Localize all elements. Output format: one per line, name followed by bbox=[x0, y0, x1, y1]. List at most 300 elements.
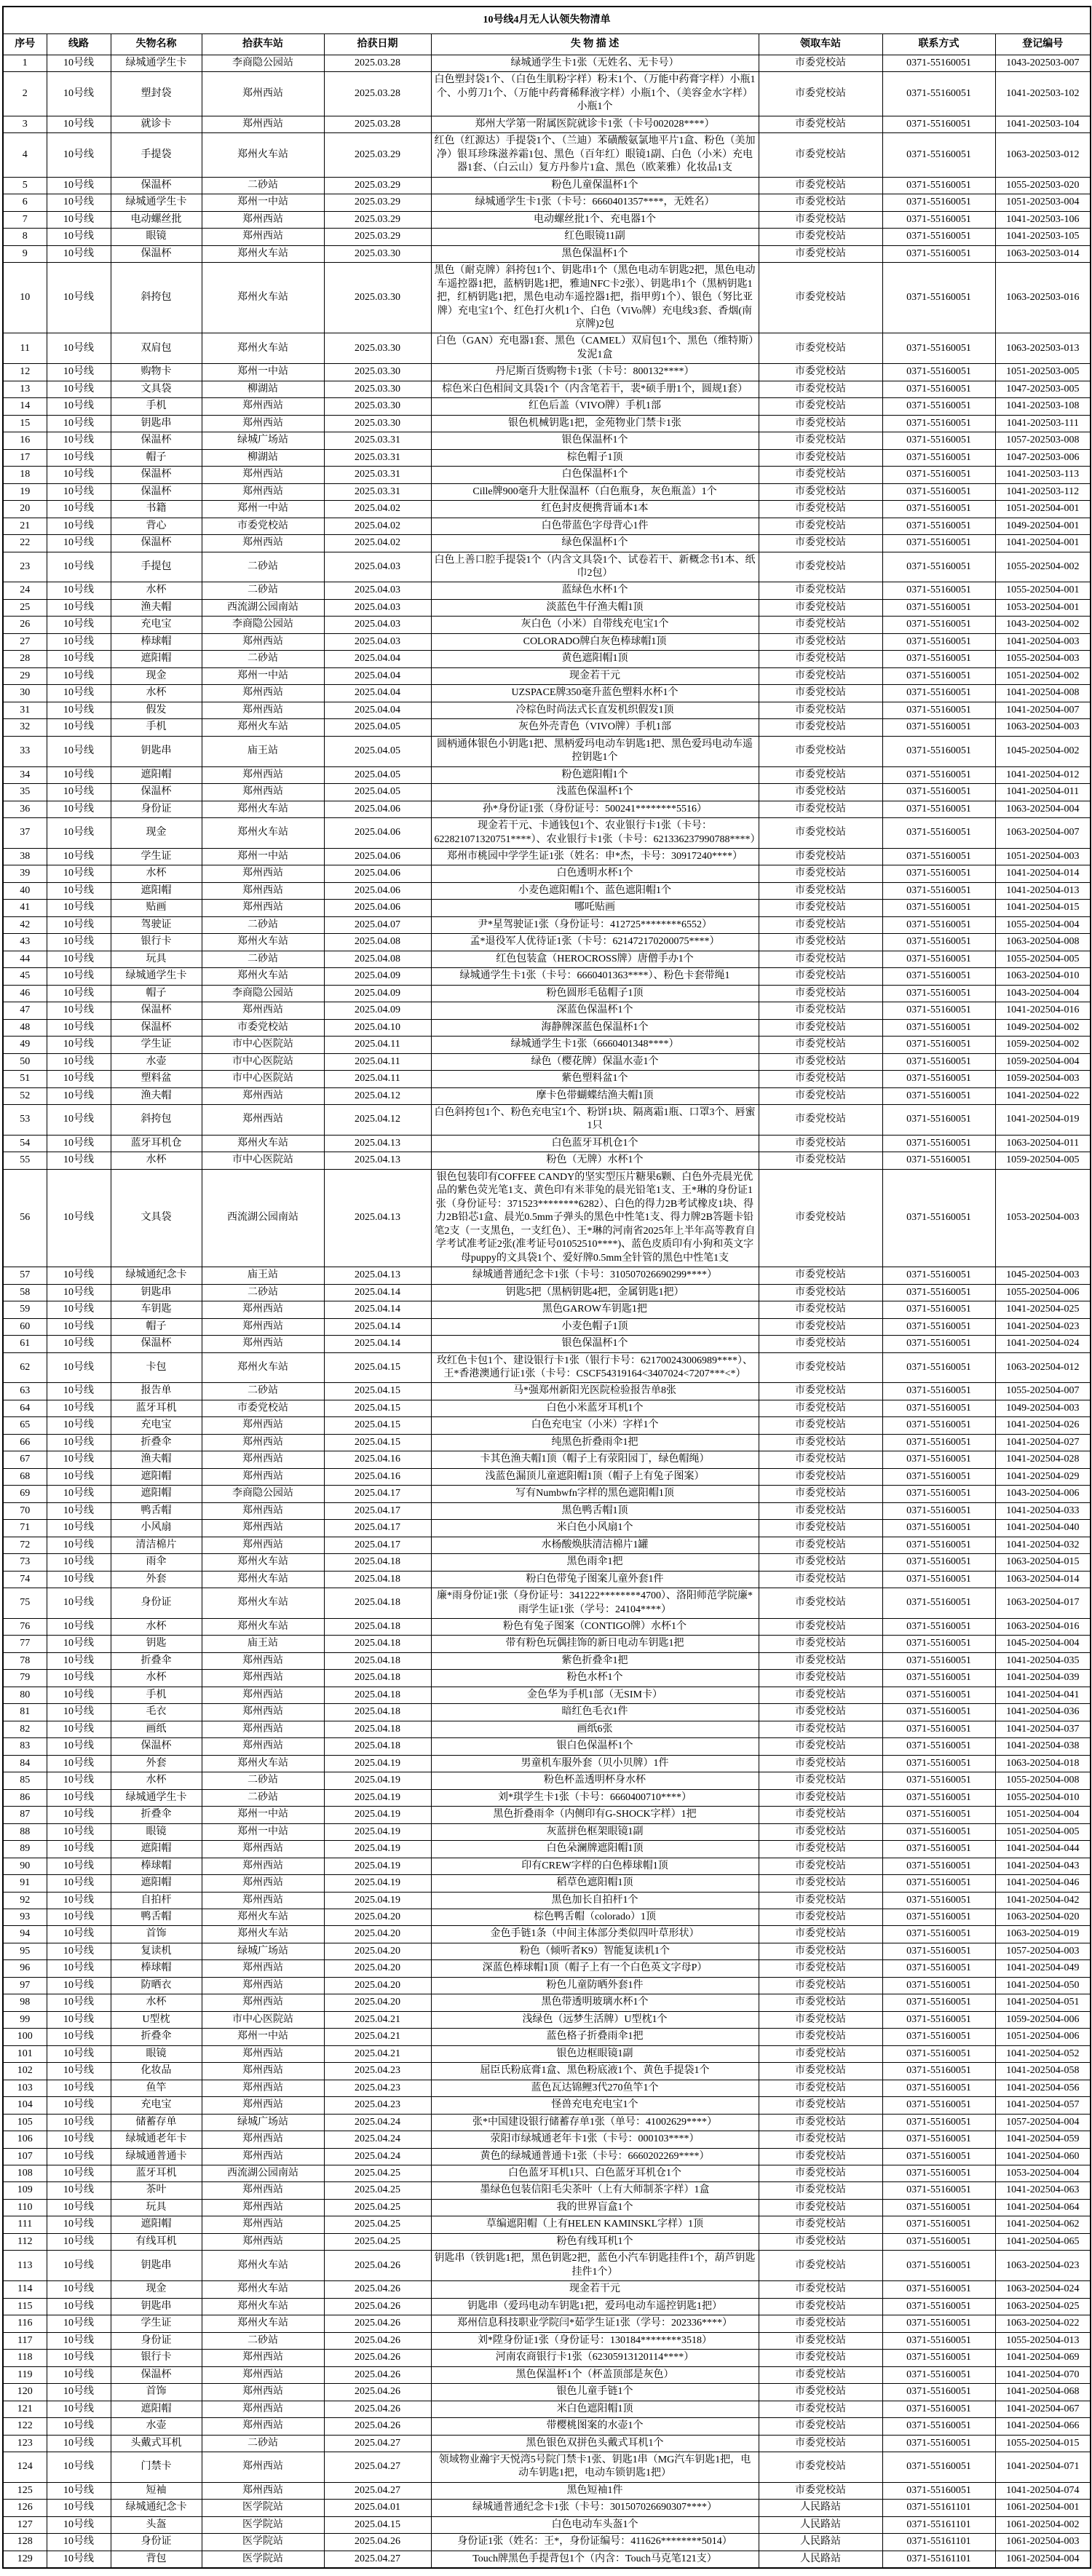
table-row bbox=[3, 2298, 1091, 2315]
description-cell: 荥阳市绿城通老年卡1张（卡号：000103****） bbox=[431, 2131, 759, 2148]
registration-number-cell: 1049-202504-002 bbox=[995, 1019, 1091, 1036]
found-date-cell: 2025.04.04 bbox=[324, 651, 431, 667]
serial-cell: 15 bbox=[3, 415, 47, 432]
table-row bbox=[3, 1652, 1091, 1669]
registration-number-cell: 1041-202503-102 bbox=[995, 72, 1091, 116]
found-date-cell: 2025.04.15 bbox=[324, 1383, 431, 1400]
registration-number-cell: 1053-202504-001 bbox=[995, 599, 1091, 616]
line-cell: 10号线 bbox=[47, 535, 111, 552]
table-row bbox=[3, 432, 1091, 449]
pickup-station-cell: 市委党校站 bbox=[759, 1554, 882, 1571]
description-cell: 粉色杯盖透明杯身水杯 bbox=[431, 1772, 759, 1789]
lost-items-table-body bbox=[3, 55, 1091, 2569]
pickup-station-cell: 市委党校站 bbox=[759, 1434, 882, 1451]
serial-cell: 118 bbox=[3, 2350, 47, 2366]
found-date-cell: 2025.04.19 bbox=[324, 1807, 431, 1823]
found-date-cell: 2025.04.11 bbox=[324, 1053, 431, 1070]
serial-cell: 90 bbox=[3, 1858, 47, 1874]
serial-cell: 31 bbox=[3, 702, 47, 718]
item-name-cell: 身份证 bbox=[111, 801, 202, 817]
description-cell: 棕色帽子1顶 bbox=[431, 449, 759, 466]
contact-cell: 0371-55160051 bbox=[882, 2366, 995, 2383]
serial-cell: 86 bbox=[3, 1789, 47, 1806]
contact-cell: 0371-55160051 bbox=[882, 1019, 995, 1036]
registration-number-cell: 1041-202504-042 bbox=[995, 1892, 1091, 1909]
contact-cell: 0371-55160051 bbox=[882, 685, 995, 702]
serial-cell: 62 bbox=[3, 1352, 47, 1383]
found-station-cell: 郑州西站 bbox=[202, 211, 324, 228]
found-date-cell: 2025.03.30 bbox=[324, 415, 431, 432]
pickup-station-cell: 市委党校站 bbox=[759, 1537, 882, 1553]
table-row bbox=[3, 1823, 1091, 1840]
pickup-station-cell: 市委党校站 bbox=[759, 1926, 882, 1943]
table-row bbox=[3, 2366, 1091, 2383]
serial-cell: 104 bbox=[3, 2097, 47, 2114]
contact-cell: 0371-55160051 bbox=[882, 818, 995, 849]
found-station-cell: 郑州西站 bbox=[202, 1002, 324, 1019]
item-name-cell: 水杯 bbox=[111, 865, 202, 882]
pickup-station-cell: 市委党校站 bbox=[759, 985, 882, 1002]
found-date-cell: 2025.04.26 bbox=[324, 2315, 431, 2332]
pickup-station-cell: 市委党校站 bbox=[759, 2029, 882, 2045]
item-name-cell: 棒球帽 bbox=[111, 1858, 202, 1874]
line-cell: 10号线 bbox=[47, 1434, 111, 1451]
contact-cell: 0371-55160051 bbox=[882, 1571, 995, 1588]
contact-cell: 0371-55160051 bbox=[882, 1960, 995, 1977]
table-row bbox=[3, 518, 1091, 534]
table-row bbox=[3, 2063, 1091, 2080]
found-station-cell: 郑州西站 bbox=[202, 415, 324, 432]
contact-cell: 0371-55160051 bbox=[882, 1554, 995, 1571]
contact-cell: 0371-55160051 bbox=[882, 1284, 995, 1301]
found-station-cell: 郑州火车站 bbox=[202, 2315, 324, 2332]
registration-number-cell: 1041-202504-037 bbox=[995, 1721, 1091, 1737]
serial-cell: 102 bbox=[3, 2063, 47, 2080]
registration-number-cell: 1041-202504-036 bbox=[995, 1704, 1091, 1721]
registration-number-cell: 1041-202504-064 bbox=[995, 2199, 1091, 2216]
found-station-cell: 郑州西站 bbox=[202, 2350, 324, 2366]
registration-number-cell: 1041-202504-065 bbox=[995, 2233, 1091, 2250]
registration-number-cell: 1055-202503-020 bbox=[995, 177, 1091, 194]
registration-number-cell: 1041-202504-071 bbox=[995, 2452, 1091, 2482]
found-date-cell: 2025.04.06 bbox=[324, 882, 431, 899]
registration-number-cell: 1063-202504-020 bbox=[995, 1909, 1091, 1925]
serial-cell: 108 bbox=[3, 2165, 47, 2182]
pickup-station-cell: 市委党校站 bbox=[759, 1486, 882, 1502]
item-name-cell: 鸭舌帽 bbox=[111, 1909, 202, 1925]
found-date-cell: 2025.03.31 bbox=[324, 432, 431, 449]
found-station-cell: 郑州西站 bbox=[202, 1892, 324, 1909]
registration-number-cell: 1063-202504-015 bbox=[995, 1554, 1091, 1571]
item-name-cell: 首饰 bbox=[111, 2384, 202, 2401]
pickup-station-cell: 市委党校站 bbox=[759, 2251, 882, 2281]
found-station-cell: 郑州火车站 bbox=[202, 2298, 324, 2315]
serial-cell: 75 bbox=[3, 1588, 47, 1619]
found-station-cell: 郑州西站 bbox=[202, 1670, 324, 1687]
pickup-station-cell: 市委党校站 bbox=[759, 1875, 882, 1892]
line-cell: 10号线 bbox=[47, 651, 111, 667]
item-name-cell: 水壶 bbox=[111, 2418, 202, 2435]
pickup-station-cell: 市委党校站 bbox=[759, 535, 882, 552]
serial-cell: 110 bbox=[3, 2199, 47, 2216]
found-date-cell: 2025.04.23 bbox=[324, 2097, 431, 2114]
registration-number-cell: 1041-202504-059 bbox=[995, 2131, 1091, 2148]
item-name-cell: 背包 bbox=[111, 2551, 202, 2568]
found-station-cell: 郑州西站 bbox=[202, 2045, 324, 2062]
found-station-cell: 郑州西站 bbox=[202, 2131, 324, 2148]
line-cell: 10号线 bbox=[47, 518, 111, 534]
line-cell: 10号线 bbox=[47, 1417, 111, 1434]
description-cell: 带樱桃图案的水壶1个 bbox=[431, 2418, 759, 2435]
description-cell: 粉色遮阳帽1个 bbox=[431, 766, 759, 783]
pickup-station-cell: 市委党校站 bbox=[759, 1417, 882, 1434]
registration-number-cell: 1041-202504-063 bbox=[995, 2182, 1091, 2199]
serial-cell: 22 bbox=[3, 535, 47, 552]
found-date-cell: 2025.04.06 bbox=[324, 900, 431, 916]
found-date-cell: 2025.04.24 bbox=[324, 2131, 431, 2148]
line-cell: 10号线 bbox=[47, 702, 111, 718]
description-cell: 红色封皮便携背诵本1本 bbox=[431, 501, 759, 518]
contact-cell: 0371-55160051 bbox=[882, 736, 995, 766]
item-name-cell: 保温杯 bbox=[111, 432, 202, 449]
serial-cell: 69 bbox=[3, 1486, 47, 1502]
found-station-cell: 郑州西站 bbox=[202, 1434, 324, 1451]
registration-number-cell: 1041-202504-025 bbox=[995, 1301, 1091, 1318]
found-date-cell: 2025.04.26 bbox=[324, 2332, 431, 2349]
contact-cell: 0371-55160051 bbox=[882, 1318, 995, 1335]
found-station-cell: 医学院站 bbox=[202, 2500, 324, 2516]
registration-number-cell: 1055-202504-001 bbox=[995, 582, 1091, 599]
found-station-cell: 郑州西站 bbox=[202, 1738, 324, 1755]
contact-cell: 0371-55160051 bbox=[882, 1892, 995, 1909]
found-station-cell: 二砂站 bbox=[202, 1284, 324, 1301]
description-cell: 蓝绿色水杯1个 bbox=[431, 582, 759, 599]
pickup-station-cell: 市委党校站 bbox=[759, 2063, 882, 2080]
contact-cell: 0371-55160051 bbox=[882, 1943, 995, 1959]
found-date-cell: 2025.04.18 bbox=[324, 1704, 431, 1721]
table-row bbox=[3, 1571, 1091, 1588]
line-cell: 10号线 bbox=[47, 2182, 111, 2199]
pickup-station-cell: 市委党校站 bbox=[759, 1772, 882, 1789]
serial-cell: 26 bbox=[3, 617, 47, 633]
found-station-cell: 郑州一中站 bbox=[202, 501, 324, 518]
line-cell: 10号线 bbox=[47, 2332, 111, 2349]
registration-number-cell: 1055-202504-008 bbox=[995, 1772, 1091, 1789]
serial-cell: 32 bbox=[3, 719, 47, 736]
pickup-station-cell: 市委党校站 bbox=[759, 848, 882, 865]
line-cell: 10号线 bbox=[47, 1823, 111, 1840]
pickup-station-cell: 市委党校站 bbox=[759, 1053, 882, 1070]
contact-cell: 0371-55160051 bbox=[882, 1636, 995, 1652]
item-name-cell: 保温杯 bbox=[111, 177, 202, 194]
contact-cell: 0371-55160051 bbox=[882, 702, 995, 718]
found-date-cell: 2025.04.25 bbox=[324, 2216, 431, 2233]
registration-number-cell: 1041-202504-003 bbox=[995, 633, 1091, 650]
table-row bbox=[3, 55, 1091, 72]
item-name-cell: 绿城通老年卡 bbox=[111, 2131, 202, 2148]
pickup-station-cell: 市委党校站 bbox=[759, 1636, 882, 1652]
serial-cell: 34 bbox=[3, 766, 47, 783]
found-date-cell: 2025.03.30 bbox=[324, 364, 431, 381]
pickup-station-cell: 市委党校站 bbox=[759, 2045, 882, 2062]
description-cell: 孟*退役军人优待证1张（卡号：621472170200075****） bbox=[431, 934, 759, 951]
item-name-cell: 绿城通普通卡 bbox=[111, 2148, 202, 2165]
table-row bbox=[3, 1554, 1091, 1571]
contact-cell: 0371-55160051 bbox=[882, 1468, 995, 1485]
registration-number-cell: 1041-202504-033 bbox=[995, 1502, 1091, 1519]
found-date-cell: 2025.04.15 bbox=[324, 1434, 431, 1451]
description-cell: 郑州大学第一附属医院就诊卡1张（卡号002028****） bbox=[431, 116, 759, 132]
serial-cell: 61 bbox=[3, 1336, 47, 1352]
description-cell: 黑色保温杯1个 bbox=[431, 245, 759, 262]
found-station-cell: 郑州西站 bbox=[202, 1087, 324, 1104]
table-row bbox=[3, 2045, 1091, 2062]
serial-cell: 101 bbox=[3, 2045, 47, 2062]
item-name-cell: 眼镜 bbox=[111, 229, 202, 245]
serial-cell: 57 bbox=[3, 1267, 47, 1284]
pickup-station-cell: 市委党校站 bbox=[759, 865, 882, 882]
found-date-cell: 2025.04.27 bbox=[324, 2435, 431, 2452]
found-station-cell: 郑州火车站 bbox=[202, 968, 324, 985]
line-cell: 10号线 bbox=[47, 2165, 111, 2182]
table-row bbox=[3, 1687, 1091, 1703]
found-date-cell: 2025.04.26 bbox=[324, 2366, 431, 2383]
table-row bbox=[3, 2332, 1091, 2349]
line-cell: 10号线 bbox=[47, 1652, 111, 1669]
pickup-station-cell: 市委党校站 bbox=[759, 1909, 882, 1925]
table-row bbox=[3, 882, 1091, 899]
table-row bbox=[3, 1977, 1091, 1994]
pickup-station-cell: 市委党校站 bbox=[759, 916, 882, 933]
line-cell: 10号线 bbox=[47, 1619, 111, 1636]
description-cell: 粉色儿童防晒外套1件 bbox=[431, 1977, 759, 1994]
line-cell: 10号线 bbox=[47, 1284, 111, 1301]
table-row bbox=[3, 211, 1091, 228]
found-station-cell: 二砂站 bbox=[202, 1383, 324, 1400]
line-cell: 10号线 bbox=[47, 2500, 111, 2516]
found-station-cell: 李商隐公园站 bbox=[202, 1486, 324, 1502]
serial-cell: 17 bbox=[3, 449, 47, 466]
found-date-cell: 2025.04.18 bbox=[324, 1588, 431, 1619]
description-cell: 男童机车服外套（贝小贝牌）1件 bbox=[431, 1755, 759, 1772]
contact-cell: 0371-55160051 bbox=[882, 1352, 995, 1383]
table-row bbox=[3, 1135, 1091, 1152]
serial-cell: 73 bbox=[3, 1554, 47, 1571]
pickup-station-cell: 市委党校站 bbox=[759, 72, 882, 116]
description-cell: 刘*陞身份证1张（身份证号：130184********3518） bbox=[431, 2332, 759, 2349]
serial-cell: 87 bbox=[3, 1807, 47, 1823]
table-row bbox=[3, 1636, 1091, 1652]
description-cell: 白色朵澜牌遮阳帽1顶 bbox=[431, 1841, 759, 1858]
found-station-cell: 二砂站 bbox=[202, 582, 324, 599]
found-date-cell: 2025.04.20 bbox=[324, 1943, 431, 1959]
line-cell: 10号线 bbox=[47, 2350, 111, 2366]
found-date-cell: 2025.03.29 bbox=[324, 211, 431, 228]
serial-cell: 23 bbox=[3, 552, 47, 582]
found-date-cell: 2025.03.28 bbox=[324, 116, 431, 132]
registration-number-cell: 1059-202504-003 bbox=[995, 1071, 1091, 1087]
pickup-station-cell: 市委党校站 bbox=[759, 1858, 882, 1874]
found-date-cell: 2025.04.13 bbox=[324, 1135, 431, 1152]
description-cell: 墨绿色包装信阳毛尖茶叶（上有大师制茶字样）1盒 bbox=[431, 2182, 759, 2199]
found-station-cell: 绿城广场站 bbox=[202, 432, 324, 449]
registration-number-cell: 1063-202504-004 bbox=[995, 801, 1091, 817]
item-name-cell: 电动螺丝批 bbox=[111, 211, 202, 228]
found-date-cell: 2025.04.06 bbox=[324, 865, 431, 882]
item-name-cell: 充电宝 bbox=[111, 1417, 202, 1434]
found-station-cell: 郑州火车站 bbox=[202, 818, 324, 849]
found-station-cell: 郑州西站 bbox=[202, 882, 324, 899]
found-station-cell: 郑州火车站 bbox=[202, 133, 324, 177]
line-cell: 10号线 bbox=[47, 194, 111, 211]
pickup-station-cell: 人民路站 bbox=[759, 2551, 882, 2568]
description-cell: 小麦色帽子1顶 bbox=[431, 1318, 759, 1335]
table-row bbox=[3, 685, 1091, 702]
item-name-cell: 蓝牙耳机 bbox=[111, 2165, 202, 2182]
table-row bbox=[3, 1670, 1091, 1687]
description-cell: 黑色带透明玻璃水杯1个 bbox=[431, 1994, 759, 2011]
found-date-cell: 2025.04.15 bbox=[324, 1352, 431, 1383]
serial-cell: 51 bbox=[3, 1071, 47, 1087]
contact-cell: 0371-55160051 bbox=[882, 934, 995, 951]
pickup-station-cell: 市委党校站 bbox=[759, 1284, 882, 1301]
registration-number-cell: 1041-202503-111 bbox=[995, 415, 1091, 432]
pickup-station-cell: 市委党校站 bbox=[759, 1892, 882, 1909]
description-cell: 黄色遮阳帽1顶 bbox=[431, 651, 759, 667]
found-station-cell: 郑州西站 bbox=[202, 1502, 324, 1519]
pickup-station-cell: 市委党校站 bbox=[759, 1721, 882, 1737]
found-date-cell: 2025.03.30 bbox=[324, 398, 431, 415]
contact-cell: 0371-55160051 bbox=[882, 1417, 995, 1434]
line-cell: 10号线 bbox=[47, 865, 111, 882]
table-row bbox=[3, 2401, 1091, 2417]
found-date-cell: 2025.04.12 bbox=[324, 1105, 431, 1136]
found-station-cell: 郑州西站 bbox=[202, 685, 324, 702]
table-row bbox=[3, 2350, 1091, 2366]
item-name-cell: 毛衣 bbox=[111, 1704, 202, 1721]
table-row bbox=[3, 1960, 1091, 1977]
found-date-cell: 2025.04.18 bbox=[324, 1571, 431, 1588]
line-cell: 10号线 bbox=[47, 1721, 111, 1737]
description-cell: 绿城通普通纪念卡1张（卡号：310507026690299****） bbox=[431, 1267, 759, 1284]
table-row bbox=[3, 651, 1091, 667]
pickup-station-cell: 市委党校站 bbox=[759, 2131, 882, 2148]
description-cell: 孙*身份证1张（身份证号：500241********5516） bbox=[431, 801, 759, 817]
table-row bbox=[3, 784, 1091, 801]
contact-cell: 0371-55160051 bbox=[882, 1977, 995, 1994]
found-date-cell: 2025.04.26 bbox=[324, 2401, 431, 2417]
registration-number-cell: 1041-202504-015 bbox=[995, 900, 1091, 916]
serial-cell: 127 bbox=[3, 2516, 47, 2533]
registration-number-cell: 1063-202504-023 bbox=[995, 2251, 1091, 2281]
description-cell: 稻草色遮阳帽1顶 bbox=[431, 1875, 759, 1892]
table-row bbox=[3, 1520, 1091, 1537]
line-cell: 10号线 bbox=[47, 1468, 111, 1485]
table-row bbox=[3, 1284, 1091, 1301]
registration-number-cell: 1057-202504-004 bbox=[995, 2114, 1091, 2131]
line-cell: 10号线 bbox=[47, 2516, 111, 2533]
line-cell: 10号线 bbox=[47, 1336, 111, 1352]
registration-number-cell: 1041-202504-066 bbox=[995, 2418, 1091, 2435]
contact-cell: 0371-55160051 bbox=[882, 535, 995, 552]
found-date-cell: 2025.04.02 bbox=[324, 518, 431, 534]
registration-number-cell: 1045-202504-002 bbox=[995, 736, 1091, 766]
pickup-station-cell: 市委党校站 bbox=[759, 685, 882, 702]
item-name-cell: 保温杯 bbox=[111, 483, 202, 500]
table-head bbox=[3, 7, 1091, 55]
pickup-station-cell: 市委党校站 bbox=[759, 1400, 882, 1416]
item-name-cell: 遮阳帽 bbox=[111, 2401, 202, 2417]
table-row bbox=[3, 2097, 1091, 2114]
contact-cell: 0371-55160051 bbox=[882, 1486, 995, 1502]
contact-cell: 0371-55161101 bbox=[882, 2516, 995, 2533]
found-station-cell: 郑州西站 bbox=[202, 2216, 324, 2233]
description-cell: 钥匙5把（黑柄钥匙4把，金属钥匙1把） bbox=[431, 1284, 759, 1301]
found-date-cell: 2025.04.19 bbox=[324, 1755, 431, 1772]
found-station-cell: 二砂站 bbox=[202, 651, 324, 667]
found-date-cell: 2025.04.13 bbox=[324, 1152, 431, 1169]
line-cell: 10号线 bbox=[47, 2063, 111, 2080]
found-date-cell: 2025.04.21 bbox=[324, 2011, 431, 2028]
found-station-cell: 医学院站 bbox=[202, 2516, 324, 2533]
contact-cell: 0371-55160051 bbox=[882, 651, 995, 667]
item-name-cell: 斜挎包 bbox=[111, 1105, 202, 1136]
found-date-cell: 2025.04.14 bbox=[324, 1336, 431, 1352]
contact-cell: 0371-55160051 bbox=[882, 1875, 995, 1892]
found-station-cell: 二砂站 bbox=[202, 951, 324, 967]
found-date-cell: 2025.03.29 bbox=[324, 177, 431, 194]
table-row bbox=[3, 848, 1091, 865]
line-cell: 10号线 bbox=[47, 1318, 111, 1335]
description-cell: 白色小米蓝牙耳机1个 bbox=[431, 1400, 759, 1416]
item-name-cell: 背心 bbox=[111, 518, 202, 534]
description-cell: 棕色米白色相间文具袋1个（内含笔若干，裴*硕手册1个，圆规1套） bbox=[431, 381, 759, 397]
contact-cell: 0371-55160051 bbox=[882, 2097, 995, 2114]
description-cell: 米白色小风扇1个 bbox=[431, 1520, 759, 1537]
item-name-cell: 蓝牙耳机 bbox=[111, 1400, 202, 1416]
serial-cell: 107 bbox=[3, 2148, 47, 2165]
contact-cell: 0371-55160051 bbox=[882, 865, 995, 882]
registration-number-cell: 1063-202504-016 bbox=[995, 1619, 1091, 1636]
found-station-cell: 郑州西站 bbox=[202, 2097, 324, 2114]
item-name-cell: 水杯 bbox=[111, 1670, 202, 1687]
serial-cell: 105 bbox=[3, 2114, 47, 2131]
item-name-cell: U型枕 bbox=[111, 2011, 202, 2028]
contact-cell: 0371-55160051 bbox=[882, 2350, 995, 2366]
pickup-station-cell: 市委党校站 bbox=[759, 333, 882, 364]
contact-cell: 0371-55160051 bbox=[882, 116, 995, 132]
pickup-station-cell: 市委党校站 bbox=[759, 415, 882, 432]
contact-cell: 0371-55160051 bbox=[882, 2114, 995, 2131]
contact-cell: 0371-55160051 bbox=[882, 2080, 995, 2096]
serial-cell: 12 bbox=[3, 364, 47, 381]
description-cell: 黑色银色双拼色头戴式耳机1个 bbox=[431, 2435, 759, 2452]
contact-cell: 0371-55160051 bbox=[882, 1687, 995, 1703]
found-date-cell: 2025.04.03 bbox=[324, 617, 431, 633]
found-station-cell: 郑州火车站 bbox=[202, 719, 324, 736]
line-cell: 10号线 bbox=[47, 1892, 111, 1909]
line-cell: 10号线 bbox=[47, 398, 111, 415]
found-station-cell: 郑州一中站 bbox=[202, 2029, 324, 2045]
description-cell: 绿城通学生卡1张（无姓名、无卡号） bbox=[431, 55, 759, 72]
item-name-cell: 折叠伞 bbox=[111, 1807, 202, 1823]
serial-cell: 11 bbox=[3, 333, 47, 364]
description-cell: 黑色雨伞1把 bbox=[431, 1554, 759, 1571]
contact-cell: 0371-55160051 bbox=[882, 1383, 995, 1400]
item-name-cell: 外套 bbox=[111, 1755, 202, 1772]
line-cell: 10号线 bbox=[47, 1135, 111, 1152]
item-name-cell: 玩具 bbox=[111, 951, 202, 967]
